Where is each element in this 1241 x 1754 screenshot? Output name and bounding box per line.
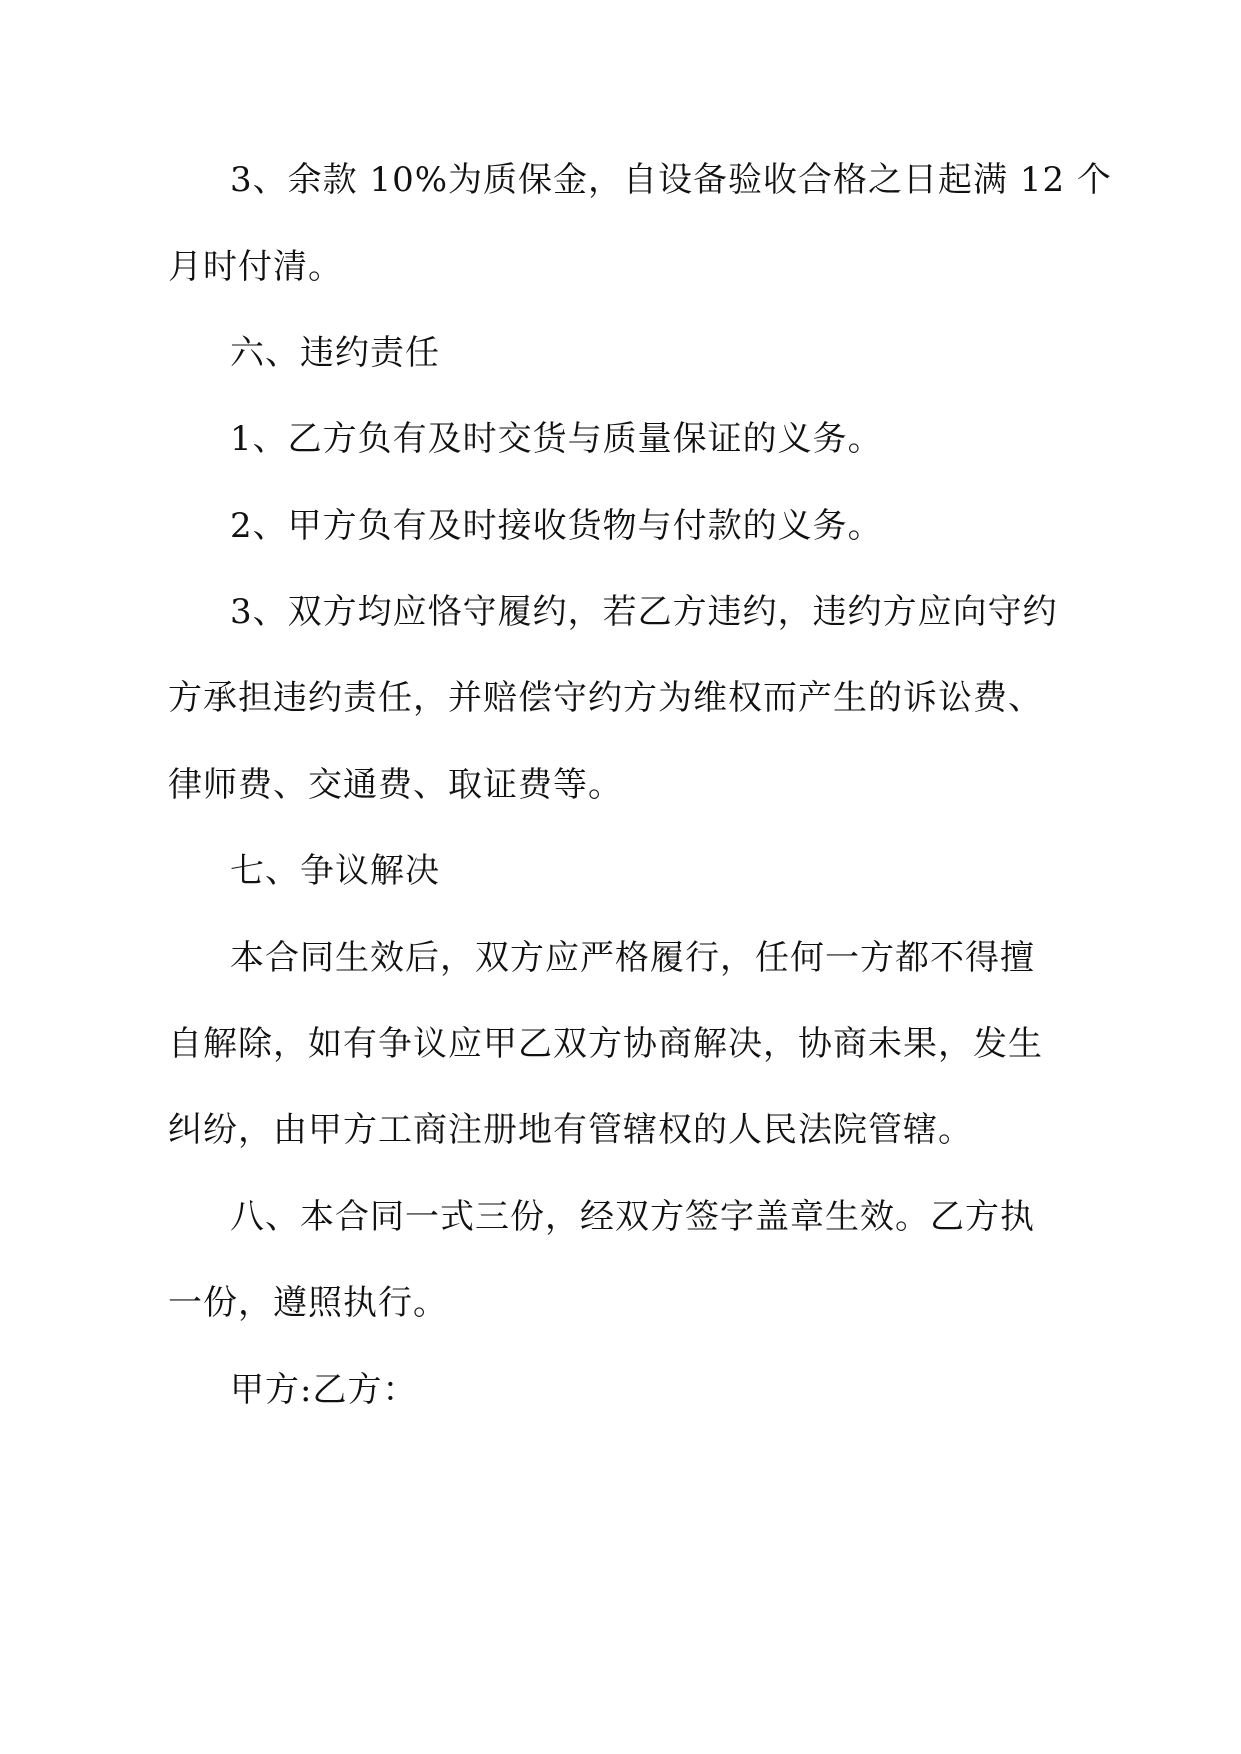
- section-8-line-1: 八、本合同一式三份，经双方签字盖章生效。乙方执: [230, 1197, 1035, 1237]
- section-heading-dispute-resolution: 七、争议解决: [230, 851, 440, 891]
- payment-clause-3-line-1: 3、余款 10%为质保金，自设备验收合格之日起满 12 个: [230, 160, 1112, 200]
- signature-line: 甲方:乙方：: [230, 1370, 418, 1410]
- dispute-paragraph-line-2: 自解除，如有争议应甲乙双方协商解决，协商未果，发生: [168, 1024, 1043, 1064]
- section-8-line-2: 一份，遵照执行。: [168, 1283, 448, 1323]
- breach-clause-1: 1、乙方负有及时交货与质量保证的义务。: [230, 419, 883, 459]
- dispute-paragraph-line-1: 本合同生效后，双方应严格履行，任何一方都不得擅: [230, 938, 1035, 978]
- breach-clause-2: 2、甲方负有及时接收货物与付款的义务。: [230, 506, 883, 546]
- breach-clause-3-line-2: 方承担违约责任，并赔偿守约方为维权而产生的诉讼费、: [168, 678, 1043, 718]
- payment-clause-3-line-2: 月时付清。: [168, 247, 343, 287]
- breach-clause-3-line-3: 律师费、交通费、取证费等。: [168, 765, 623, 805]
- dispute-paragraph-line-3: 纠纷，由甲方工商注册地有管辖权的人民法院管辖。: [168, 1110, 973, 1150]
- breach-clause-3-line-1: 3、双方均应恪守履约，若乙方违约，违约方应向守约: [230, 592, 1058, 632]
- section-heading-breach-liability: 六、违约责任: [230, 333, 440, 373]
